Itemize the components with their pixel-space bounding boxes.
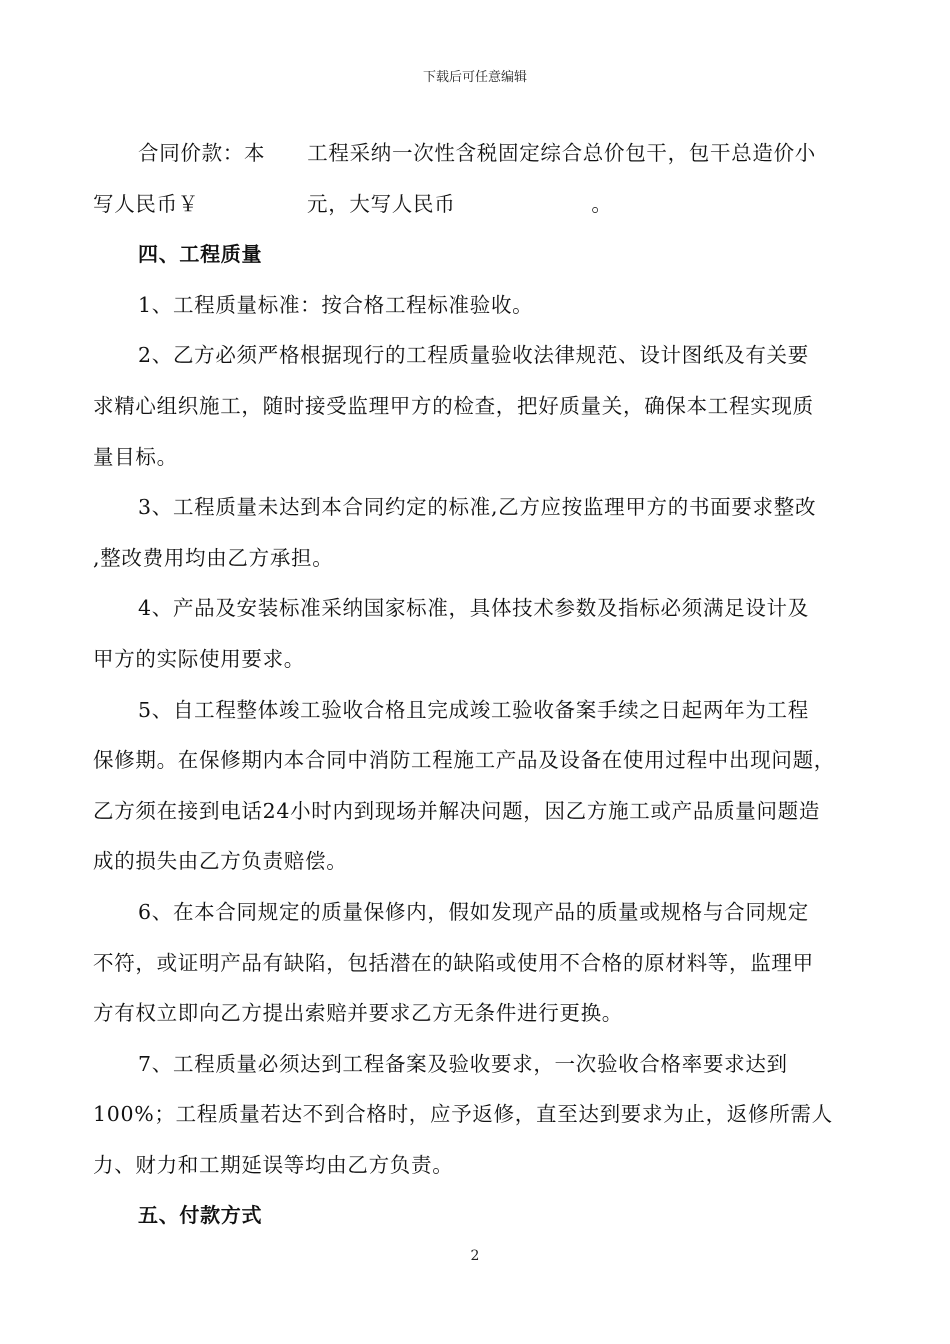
quality-item-6-line-3: 方有权立即向乙方提出索赔并要求乙方无条件进行更换。 (93, 1001, 623, 1026)
page-header-note: 下载后可任意编辑 (422, 70, 527, 85)
quality-item-2-line-2: 求精心组织施工，随时接受监理甲方的检查，把好质量关，确保本工程实现质 (93, 393, 814, 418)
contract-price-line-1 (93, 128, 863, 179)
quality-item-1: 1、工程质量标准：按合格工程标准验收。 (138, 292, 534, 317)
contract-price-big-label: 元，大写人民币 (307, 191, 456, 216)
page-number: 2 (470, 1248, 480, 1264)
quality-item-3-line-1: 3、工程质量未达到本合同约定的标准,乙方应按监理甲方的书面要求整改 (138, 495, 817, 520)
quality-item-5-line-3: 乙方须在接到电话24小时内到现场并解决问题，因乙方施工或产品质量问题造 (93, 798, 821, 823)
section-title-quality: 四、工程质量 (138, 242, 263, 267)
section-title-payment: 五、付款方式 (138, 1203, 263, 1228)
quality-item-3-line-2: ,整改费用均由乙方承担。 (93, 545, 334, 570)
contract-price-text: 工程采纳一次性含税固定综合总价包干，包干总造价小 (307, 141, 817, 165)
quality-item-6-line-1: 6、在本合同规定的质量保修内，假如发现产品的质量或规格与合同规定 (138, 899, 809, 924)
quality-item-5-line-4: 成的损失由乙方负责赔偿。 (93, 849, 348, 874)
quality-item-7-line-1: 7、工程质量必须达到工程备案及验收要求，一次验收合格率要求达到 (138, 1051, 788, 1076)
quality-item-5-line-1: 5、自工程整体竣工验收合格且完成竣工验收备案手续之日起两年为工程 (138, 697, 809, 722)
quality-item-2-line-3: 量目标。 (93, 444, 178, 469)
quality-item-5-line-2: 保修期。在保修期内本合同中消防工程施工产品及设备在使用过程中出现问题， (93, 748, 835, 773)
contract-price-line-2 (93, 179, 863, 230)
contract-price-label: 合同价款：本 (138, 141, 266, 165)
quality-item-7-line-2: 100%；工程质量若达不到合格时，应予返修，直至达到要求为止，返修所需人 (93, 1102, 833, 1127)
contract-price-end: 。 (591, 191, 613, 216)
quality-item-6-line-2: 不符，或证明产品有缺陷，包括潜在的缺陷或使用不合格的原材料等，监理甲 (93, 950, 814, 975)
quality-item-4-line-1: 4、产品及安装标准采纳国家标准，具体技术参数及指标必须满足设计及 (138, 596, 809, 621)
contract-price-small-label: 写人民币￥ (93, 191, 199, 216)
quality-item-2-line-1: 2、乙方必须严格根据现行的工程质量验收法律规范、设计图纸及有关要 (138, 343, 809, 368)
quality-item-7-line-3: 力、财力和工期延误等均由乙方负责。 (93, 1152, 454, 1177)
quality-item-4-line-2: 甲方的实际使用要求。 (93, 646, 305, 671)
document-body (93, 128, 863, 1241)
